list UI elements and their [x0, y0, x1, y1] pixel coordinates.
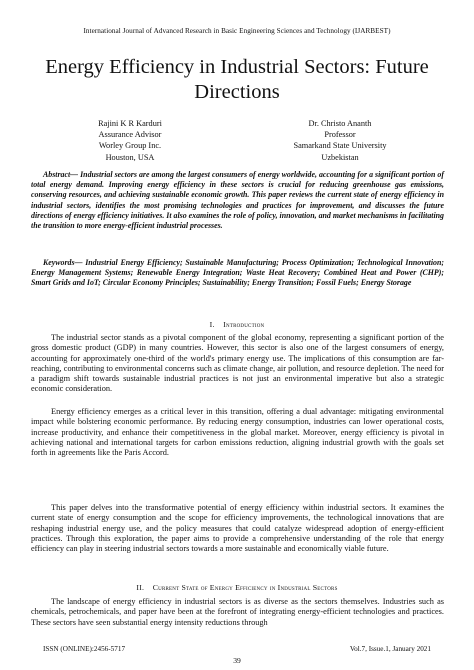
author-name: Dr. Christo Ananth: [308, 119, 372, 128]
author-block-2: [250, 118, 430, 163]
author-name: Rajini K R Karduri: [98, 119, 162, 128]
keywords: [31, 258, 444, 289]
author-location: Uzbekistan: [321, 152, 359, 162]
keywords-text: Industrial Energy Efficiency; Sustainable Manufacturing; Process Optimization; Technological Innovation; Energy Management Systems; Renewable Energy Integration; Waste Heat Recovery; Combined Heat and Power (CHP); Smart Grids and IoT; Circular Economy Principles; Sustainability; Energy Transition; Fossil Fuels; Energy Storage: [31, 258, 444, 288]
footer-issn: ISSN (ONLINE):2456-5717: [43, 645, 126, 653]
author-role: Assurance Advisor: [98, 130, 162, 140]
author-block-1: [40, 118, 220, 163]
section-heading-current-state: II. Current State of Energy Efficiency in Industrial Sectors: [136, 583, 338, 592]
paragraph: This paper delves into the transformative potential of energy efficiency within industrial sectors. It examines the current state of energy consumption and the scope for efficiency improvements, the technological innovations that are reshaping industrial energy use, and the policy measures that could catalyze widespread adoption of energy-efficient practices. Through this exploration, the paper aims to provide a comprehensive understanding of the role that energy efficiency can play in steering industrial sectors towards a more sustainable and economically viable future.: [31, 503, 444, 554]
abstract-lead: Abstract—: [43, 170, 79, 179]
paragraph: The industrial sector stands as a pivotal component of the global economy, representing a significant portion of the gross domestic product (GDP) in many countries. However, this sector is also one of the largest consumers of energy, accounting for approximately one-third of the world's primary energy use. The implications of this consumption are far-reaching, contributing to environmental concerns such as climate change, air pollution, and resource depletion. The need for a paradigm shift towards sustainable industrial practices is not just an environmental imperative but also a strategic economic consideration.: [31, 333, 444, 394]
section-heading-introduction: I. Introduction: [209, 320, 265, 329]
author-org: Samarkand State University: [293, 141, 387, 151]
keywords-lead: Keywords—: [43, 258, 83, 267]
footer-volume: Vol.7, Issue.1, January 2021: [349, 645, 431, 653]
page-number: 39: [233, 656, 241, 665]
author-org: Worley Group Inc.: [98, 141, 162, 151]
paper-title: Energy Efficiency in Industrial Sectors: Future Directions: [45, 56, 429, 103]
abstract-text: Industrial sectors are among the largest consumers of energy worldwide, accounting for a significant portion of total energy demand. Improving energy efficiency in these sectors is crucial for reducing greenhouse gas emissions, conserving resources, and achieving sustainable economic growth. This paper reviews the current state of energy efficiency in industrial sectors, identifies the most promising technologies and practices for improvement, and discusses the future directions of energy efficiency initiatives. It also examines the role of policy, innovation, and market mechanisms in facilitating the transition to more energy-efficient industrial processes.: [31, 170, 444, 231]
abstract: [31, 170, 444, 231]
journal-header: International Journal of Advanced Research in Basic Engineering Sciences and Technology (IJARBEST): [83, 27, 391, 35]
author-role: Professor: [324, 130, 356, 140]
paragraph: The landscape of energy efficiency in industrial sectors is as diverse as the sectors themselves. Industries such as chemicals, petrochemicals, and paper have been at the forefront of integrating energy-efficient technologies and practices. These sectors have seen substantial energy intensity reductions through: [31, 597, 444, 627]
paragraph: Energy efficiency emerges as a critical lever in this transition, offering a dual advantage: mitigating environmental impact while bolstering economic performance. By reducing energy consumption, industries can lower operational costs, increase productivity, and enhance their competitiveness in the global market. Moreover, energy efficiency is pivotal in achieving national and international targets for carbon emissions reduction, aligning industrial growth with the goals set forth in agreements like the Paris Accord.: [31, 407, 444, 458]
author-location: Houston, USA: [105, 152, 155, 162]
